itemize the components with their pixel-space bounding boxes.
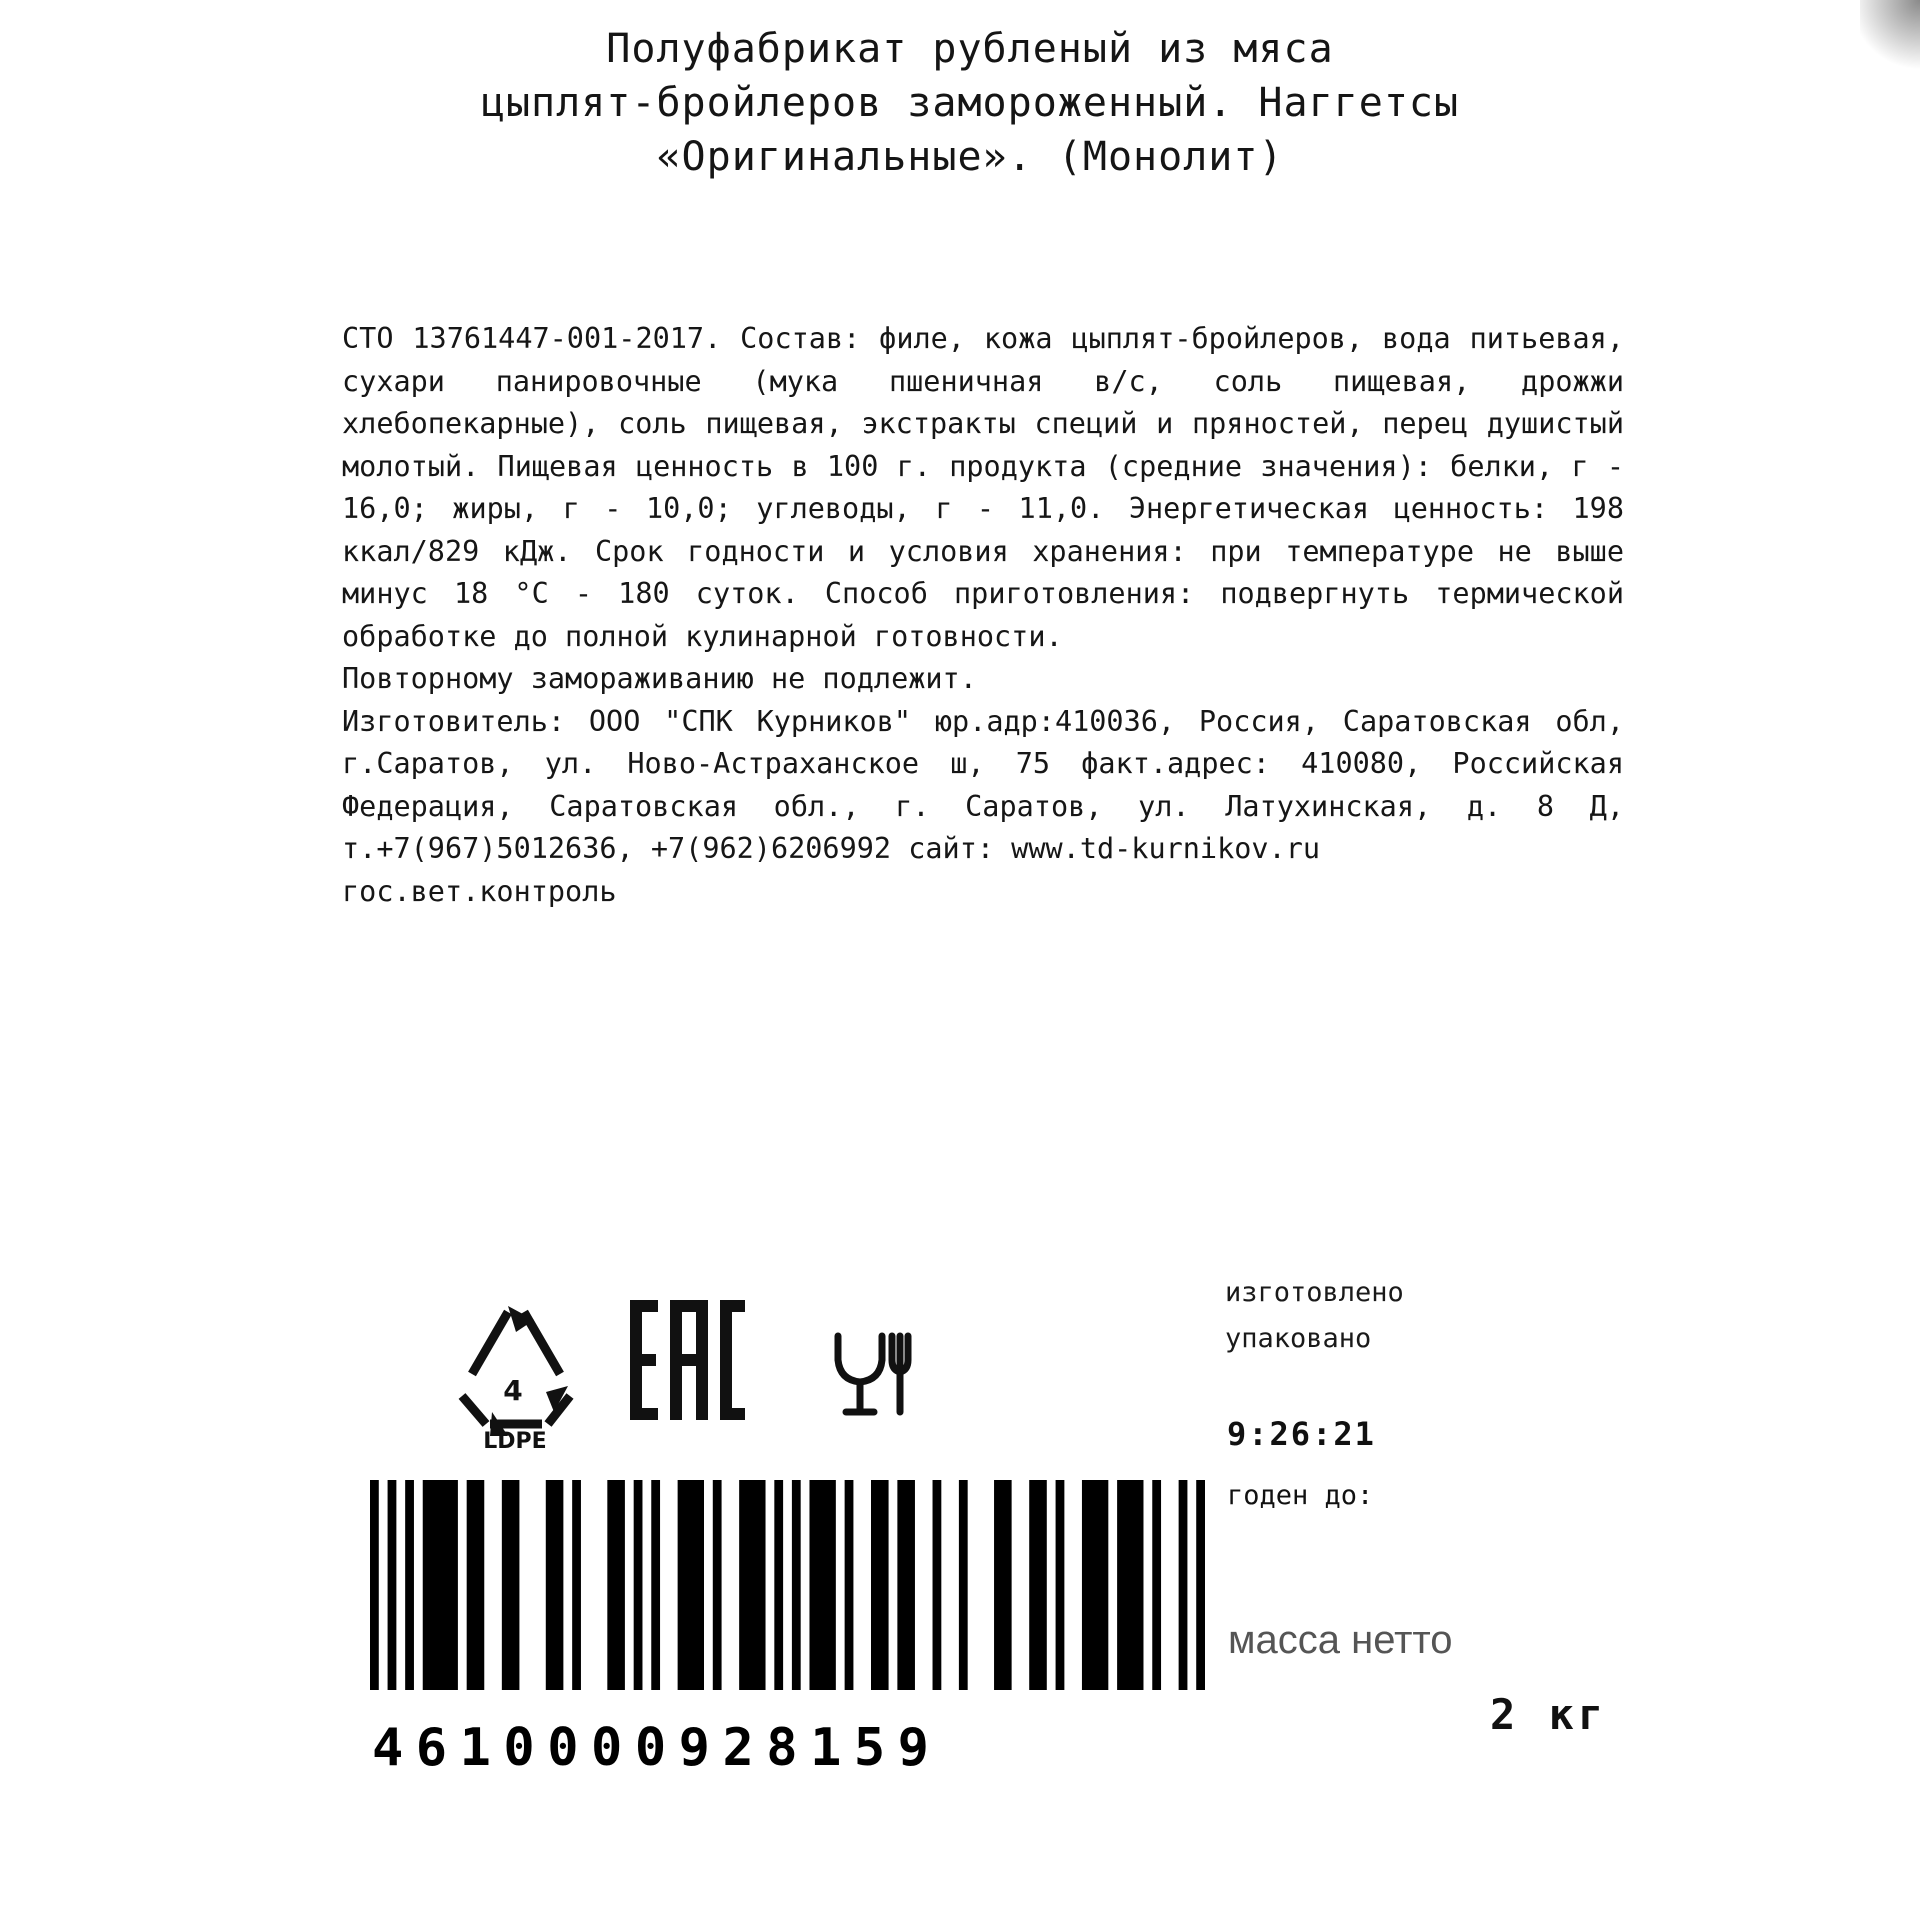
title-line-1: Полуфабрикат рубленый из мяса [606, 26, 1334, 72]
barcode-bar [546, 1480, 564, 1690]
barcode [370, 1480, 1205, 1690]
barcode-bar [678, 1480, 704, 1690]
barcode-bar [845, 1480, 854, 1690]
eac-mark [630, 1300, 745, 1425]
barcode-bar [607, 1480, 625, 1690]
barcode-bar [792, 1480, 801, 1690]
label-body [342, 318, 1624, 913]
barcode-bar [739, 1480, 765, 1690]
recycle-triangle-icon [450, 1300, 580, 1450]
barcode-bar [634, 1480, 643, 1690]
barcode-bar [933, 1480, 942, 1690]
barcode-bar [713, 1480, 722, 1690]
recycle-material: LDPE [483, 1429, 547, 1450]
dates-block [1225, 1270, 1645, 1362]
barcode-bar [774, 1480, 783, 1690]
barcode-bar [370, 1480, 379, 1690]
refreeze-warning: Повторному замораживанию не подлежит. [342, 662, 977, 695]
marks-row [450, 1300, 930, 1450]
barcode-bar [871, 1480, 889, 1690]
packed-label: упаковано [1225, 1323, 1372, 1354]
net-weight-value: 2 кг [1490, 1690, 1608, 1739]
barcode-bar [405, 1480, 414, 1690]
barcode-bar [1117, 1480, 1143, 1690]
barcode-bar [1196, 1480, 1205, 1690]
net-weight-label: масса нетто [1228, 1618, 1453, 1662]
manufacturer-text: Изготовитель: ООО "СПК Курников" юр.адр:410036, Россия, Саратовская обл, г.Саратов, ул. Ново-Астраханское ш, 75 факт.адрес: 410080, Российская Федерация, Саратовская обл., г. Саратов, ул. Латухинская, д. 8 Д, т.+7(967)5012636, +7(962)6206992 сайт: www.td-kurnikov.ru [342, 704, 1624, 865]
glass-fork-icon [830, 1330, 925, 1420]
barcode-bar [897, 1480, 915, 1690]
manufactured-label: изготовлено [1225, 1277, 1404, 1308]
barcode-bar [502, 1480, 520, 1690]
title-line-2: цыплят-бройлеров замороженный. Наггетсы [480, 80, 1460, 126]
pack-time: 9:26:21 [1227, 1415, 1376, 1453]
barcode-bar [467, 1480, 485, 1690]
barcode-digits: 4610000928159 [372, 1718, 942, 1778]
barcode-bar [572, 1480, 581, 1690]
barcode-bar [959, 1480, 968, 1690]
barcode-bar [651, 1480, 660, 1690]
barcode-bar [1056, 1480, 1065, 1690]
recycle-number: 4 [503, 1374, 523, 1407]
corner-shadow [1860, 0, 1920, 70]
product-title [330, 22, 1610, 184]
barcode-bar [994, 1480, 1012, 1690]
barcode-bar [1179, 1480, 1188, 1690]
barcode-bar [1082, 1480, 1108, 1690]
vet-control-text: гос.вет.контроль [342, 874, 617, 908]
barcode-bar [1029, 1480, 1047, 1690]
composition-text: СТО 13761447-001-2017. Состав: филе, кожа цыплят-бройлеров, вода питьевая, сухари панировочные (мука пшеничная в/с, соль пищевая, дрожжи хлебопекарные), соль пищевая, экстракты специй и пряностей, перец душистый молотый. Пищевая ценность в 100 г. продукта (средние значения): белки, г - 16,0; жиры, г - 10,0; углеводы, г - 11,0. Энергетическая ценность: 198 ккал/829 кДж. Срок годности и условия хранения: при температуре не выше минус 18 °С - 180 суток. Способ приготовления: подвергнуть термической обработке до полной кулинарной готовности. [342, 322, 1624, 653]
barcode-bar [1152, 1480, 1161, 1690]
barcode-bar [809, 1480, 835, 1690]
title-line-3: «Оригинальные». (Монолит) [656, 134, 1284, 180]
barcode-bar [423, 1480, 458, 1690]
barcode-bar [388, 1480, 397, 1690]
best-before-label: годен до: [1227, 1480, 1374, 1511]
